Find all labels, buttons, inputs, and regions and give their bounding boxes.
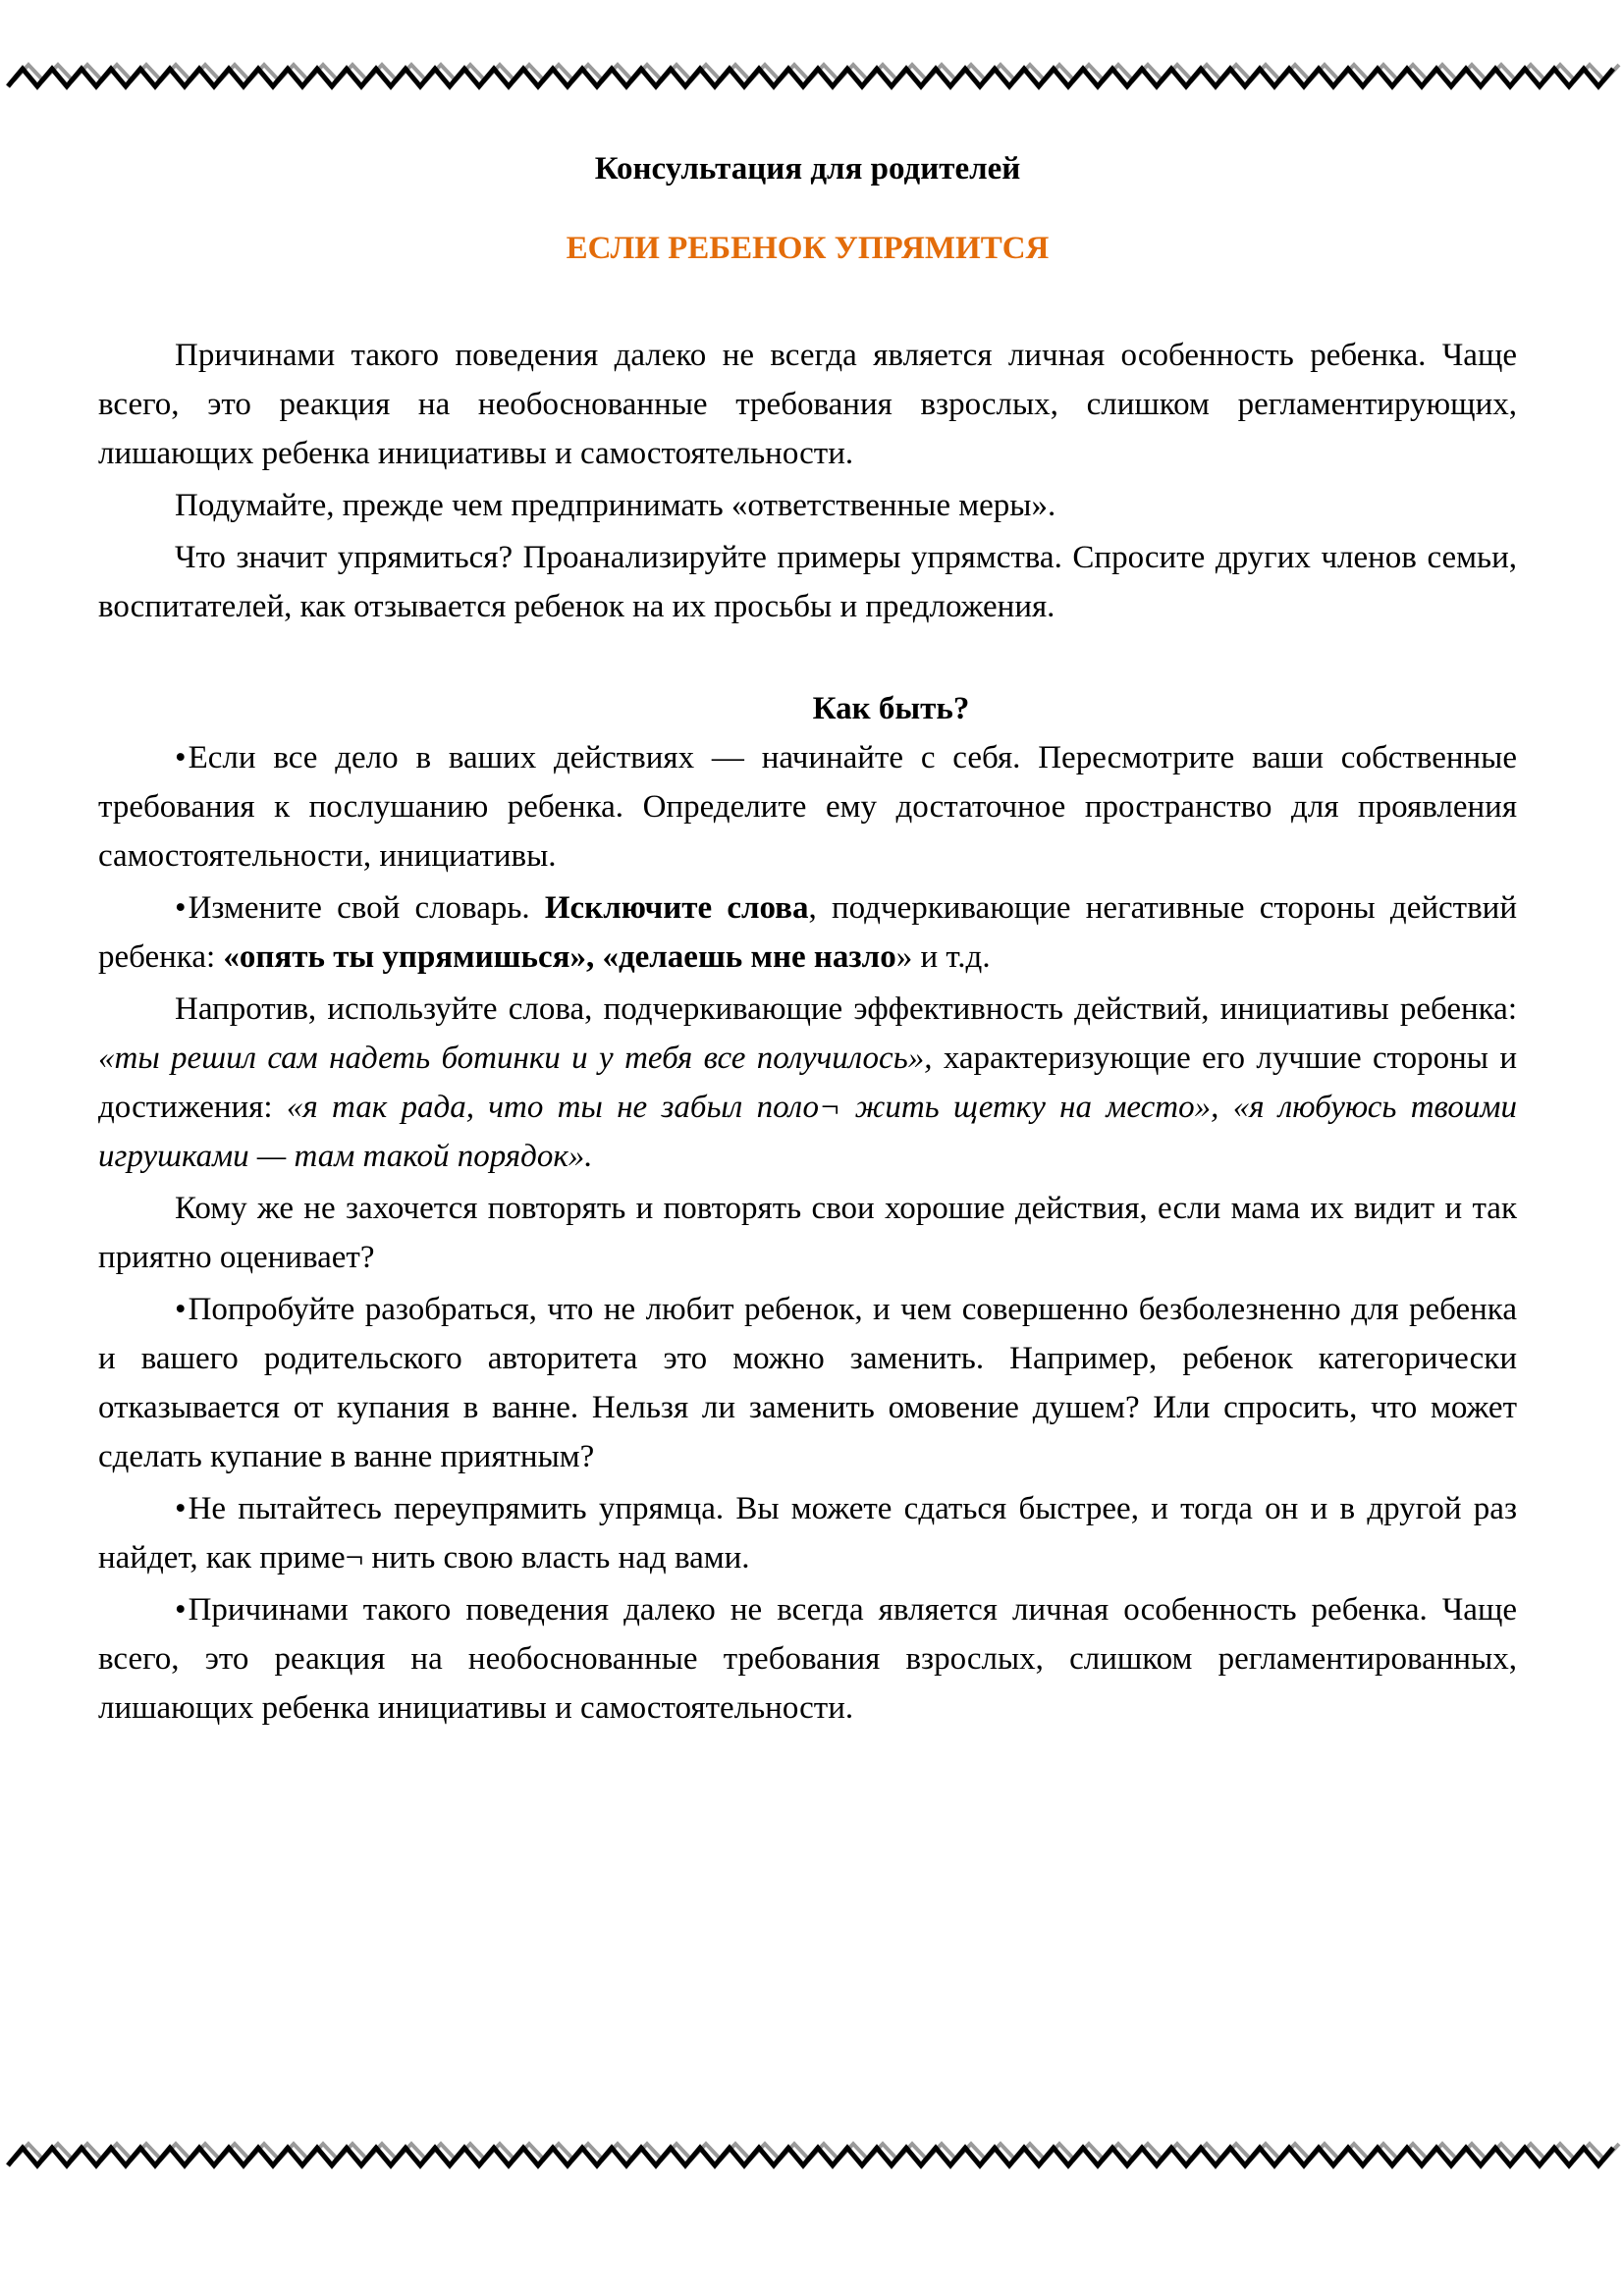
document-subtitle: Консультация для родителей bbox=[594, 151, 1021, 187]
bullet-marker: • bbox=[175, 890, 187, 926]
bullet-marker: • bbox=[175, 1292, 187, 1327]
advice-bullet-2-text-1: Измените свой словарь. bbox=[188, 890, 545, 926]
document-title: ЕСЛИ РЕБЕНОК УПРЯМИТСЯ bbox=[566, 231, 1050, 266]
bullet-marker: • bbox=[175, 740, 187, 775]
advice-bullet-4-text: Не пытайтесь переупрямить упрямца. Вы можете сдаться быстрее, и тогда он и в другой раз найдет, как приме¬ нить свою власть над вами. bbox=[98, 1491, 1517, 1575]
advice-bullet-3-text: Попробуйте разобраться, что не любит ребенок, и чем совершенно безболезненно для ребенка и вашего родительского авторитета это можно заменить. Например, ребенок категорически отказывается от купания в ванне. Нельзя ли заменить омовение душем? Или спросить, что может сделать купание в ванне приятным? bbox=[98, 1292, 1517, 1474]
advice-paragraph-4: Кому же не захочется повторять и повторять свои хорошие действия, если мама их видит и так приятно оценивает? bbox=[98, 1191, 1517, 1275]
advice-bullet-1 bbox=[98, 733, 1517, 881]
advice-bullet-2-text-3: » и т.д. bbox=[895, 939, 991, 975]
advice-bullet-2-text-2: , подчеркивающие негативные стороны действий ребенка: bbox=[98, 890, 1517, 975]
intro-paragraph-1: Причинами такого поведения далеко не всегда является личная особенность ребенка. Чаще всего, это реакция на необоснованные требования взрослых, слишком регламентирующих, лишающих ребенка инициативы и самостоятельности. bbox=[98, 338, 1517, 471]
decorative-border-bottom bbox=[0, 2136, 1623, 2175]
advice-paragraph-3 bbox=[98, 985, 1517, 1181]
intro-paragraph-3: Что значит упрямиться? Проанализируйте примеры упрямства. Спросите других членов семьи, воспитателей, как отзывается ребенок на их просьбы и предложения. bbox=[98, 540, 1517, 624]
bullet-marker: • bbox=[175, 1491, 187, 1526]
document-body bbox=[98, 147, 1517, 1733]
zigzag-ornament-bottom bbox=[0, 2136, 1623, 2175]
advice-paragraph-3-text-2: характеризующие его лучшие стороны и достижения: bbox=[98, 1041, 1518, 1125]
advice-paragraph-3-quote-2: «я так рада, что ты не забыл поло¬ жить щетку на место», «я любуюсь твоими игрушками — там такой порядок». bbox=[98, 1090, 1517, 1174]
advice-paragraph-3-text-1: Напротив, используйте слова, подчеркивающие эффективность действий, инициативы ребенка: bbox=[175, 991, 1517, 1027]
advice-bullet-2 bbox=[98, 883, 1517, 982]
zigzag-line-dark bbox=[8, 2148, 1613, 2165]
advice-bullet-2-bold-2: «опять ты упрямишься», «делаешь мне назло bbox=[223, 939, 896, 975]
advice-bullet-2-bold-1: Исключите слова bbox=[544, 890, 809, 926]
decorative-border-top bbox=[0, 57, 1623, 96]
advice-paragraph-3-quote-1: «ты решил сам надеть ботинки и у тебя все получилось», bbox=[98, 1041, 933, 1076]
zigzag-line-dark bbox=[8, 69, 1613, 86]
advice-bullet-4 bbox=[98, 1484, 1517, 1582]
zigzag-ornament-top bbox=[0, 57, 1623, 96]
advice-bullet-1-text: Если все дело в ваших действиях — начинайте с себя. Пересмотрите ваши собственные требования к послушанию ребенка. Определите ему достаточное пространство для проявления самостоятельности, инициативы. bbox=[98, 740, 1517, 874]
intro-section bbox=[98, 331, 1517, 631]
intro-paragraph-2: Подумайте, прежде чем предпринимать «ответственные меры». bbox=[175, 488, 1056, 523]
advice-section bbox=[98, 733, 1517, 1733]
advice-bullet-3 bbox=[98, 1285, 1517, 1481]
advice-bullet-5-text: Причинами такого поведения далеко не всегда является личная особенность ребенка. Чаще всего, это реакция на необоснованные требования взрослых, слишком регламентированных, лишающих ребенка инициативы и самостоятельности. bbox=[98, 1592, 1517, 1726]
advice-bullet-5 bbox=[98, 1585, 1517, 1733]
bullet-marker: • bbox=[175, 1592, 187, 1628]
section-heading: Как быть? bbox=[812, 691, 970, 726]
